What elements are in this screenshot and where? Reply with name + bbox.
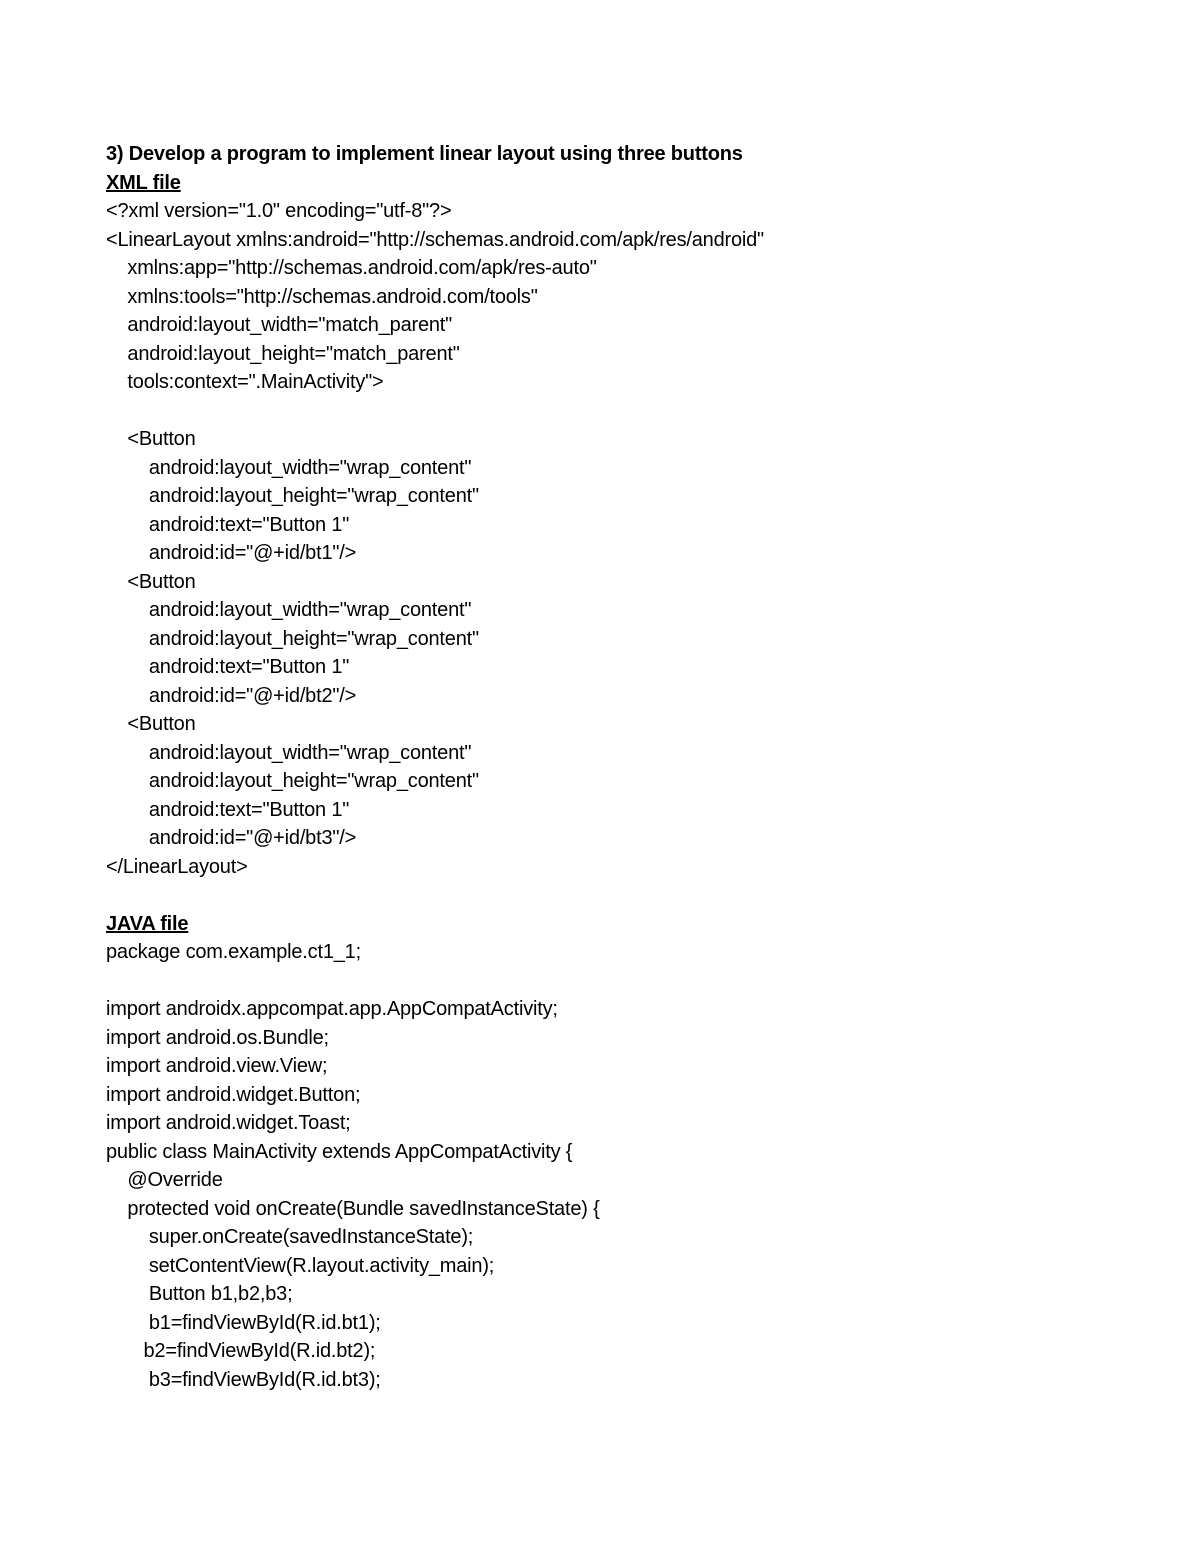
code-line [106, 967, 1106, 996]
code-line: android:layout_width="wrap_content" [106, 599, 472, 621]
code-line [106, 397, 1106, 426]
code-line: android:layout_width="wrap_content" [106, 456, 472, 479]
code-line: android:id="@+id/bt1"/> [106, 542, 357, 564]
code-line: xmlns:tools="http://schemas.android.com/tools" [106, 285, 538, 308]
code-line: android:text="Button 1" [106, 798, 350, 821]
page-title: 3) Develop a program to implement linear layout using three buttons [106, 143, 743, 165]
code-line: android:id="@+id/bt2"/> [106, 684, 357, 707]
code-line: </LinearLayout> [106, 855, 248, 878]
code-line: android:text="Button 1" [106, 656, 350, 678]
code-line: @Override [106, 1169, 223, 1191]
code-line: android:layout_width="match_parent" [106, 314, 453, 336]
xml-code-block [106, 197, 1106, 881]
code-line: import androidx.appcompat.app.AppCompatActivity; [106, 998, 558, 1020]
code-line: public class MainActivity extends AppCompatActivity { [106, 1140, 573, 1163]
code-line: tools:context=".MainActivity"> [106, 371, 384, 393]
code-line: android:layout_width="wrap_content" [106, 741, 472, 764]
code-line: <Button [106, 428, 196, 450]
code-line: Button b1,b2,b3; [106, 1283, 293, 1305]
java-code-block [106, 938, 1106, 1394]
code-line: <Button [106, 570, 196, 593]
code-line: setContentView(R.layout.activity_main); [106, 1254, 495, 1277]
code-line: import android.widget.Toast; [106, 1112, 351, 1134]
code-line: b2=findViewById(R.id.bt2); [106, 1340, 376, 1362]
code-line: android:layout_height="wrap_content" [106, 770, 479, 792]
code-line: import android.view.View; [106, 1055, 328, 1077]
code-line: b1=findViewById(R.id.bt1); [106, 1311, 381, 1334]
document-content [106, 140, 1106, 1394]
code-line: <?xml version="1.0" encoding="utf-8"?> [106, 200, 452, 222]
code-line: android:layout_height="wrap_content" [106, 485, 479, 507]
code-line: android:id="@+id/bt3"/> [106, 827, 357, 849]
code-line: <Button [106, 713, 196, 735]
xml-section-label: XML file [106, 171, 181, 194]
code-line: super.onCreate(savedInstanceState); [106, 1226, 474, 1248]
code-line: <LinearLayout xmlns:android="http://schemas.android.com/apk/res/android" [106, 228, 764, 251]
code-line: xmlns:app="http://schemas.android.com/apk/res-auto" [106, 257, 597, 279]
code-line: android:text="Button 1" [106, 513, 350, 536]
java-section-label: JAVA file [106, 912, 189, 935]
code-line: package com.example.ct1_1; [106, 941, 361, 963]
code-line: android:layout_height="wrap_content" [106, 627, 479, 650]
code-line: import android.widget.Button; [106, 1083, 361, 1106]
spacer [106, 881, 1106, 910]
code-line: android:layout_height="match_parent" [106, 342, 460, 365]
code-line: protected void onCreate(Bundle savedInstanceState) { [106, 1197, 600, 1220]
code-line: b3=findViewById(R.id.bt3); [106, 1368, 381, 1391]
code-line: import android.os.Bundle; [106, 1026, 329, 1049]
